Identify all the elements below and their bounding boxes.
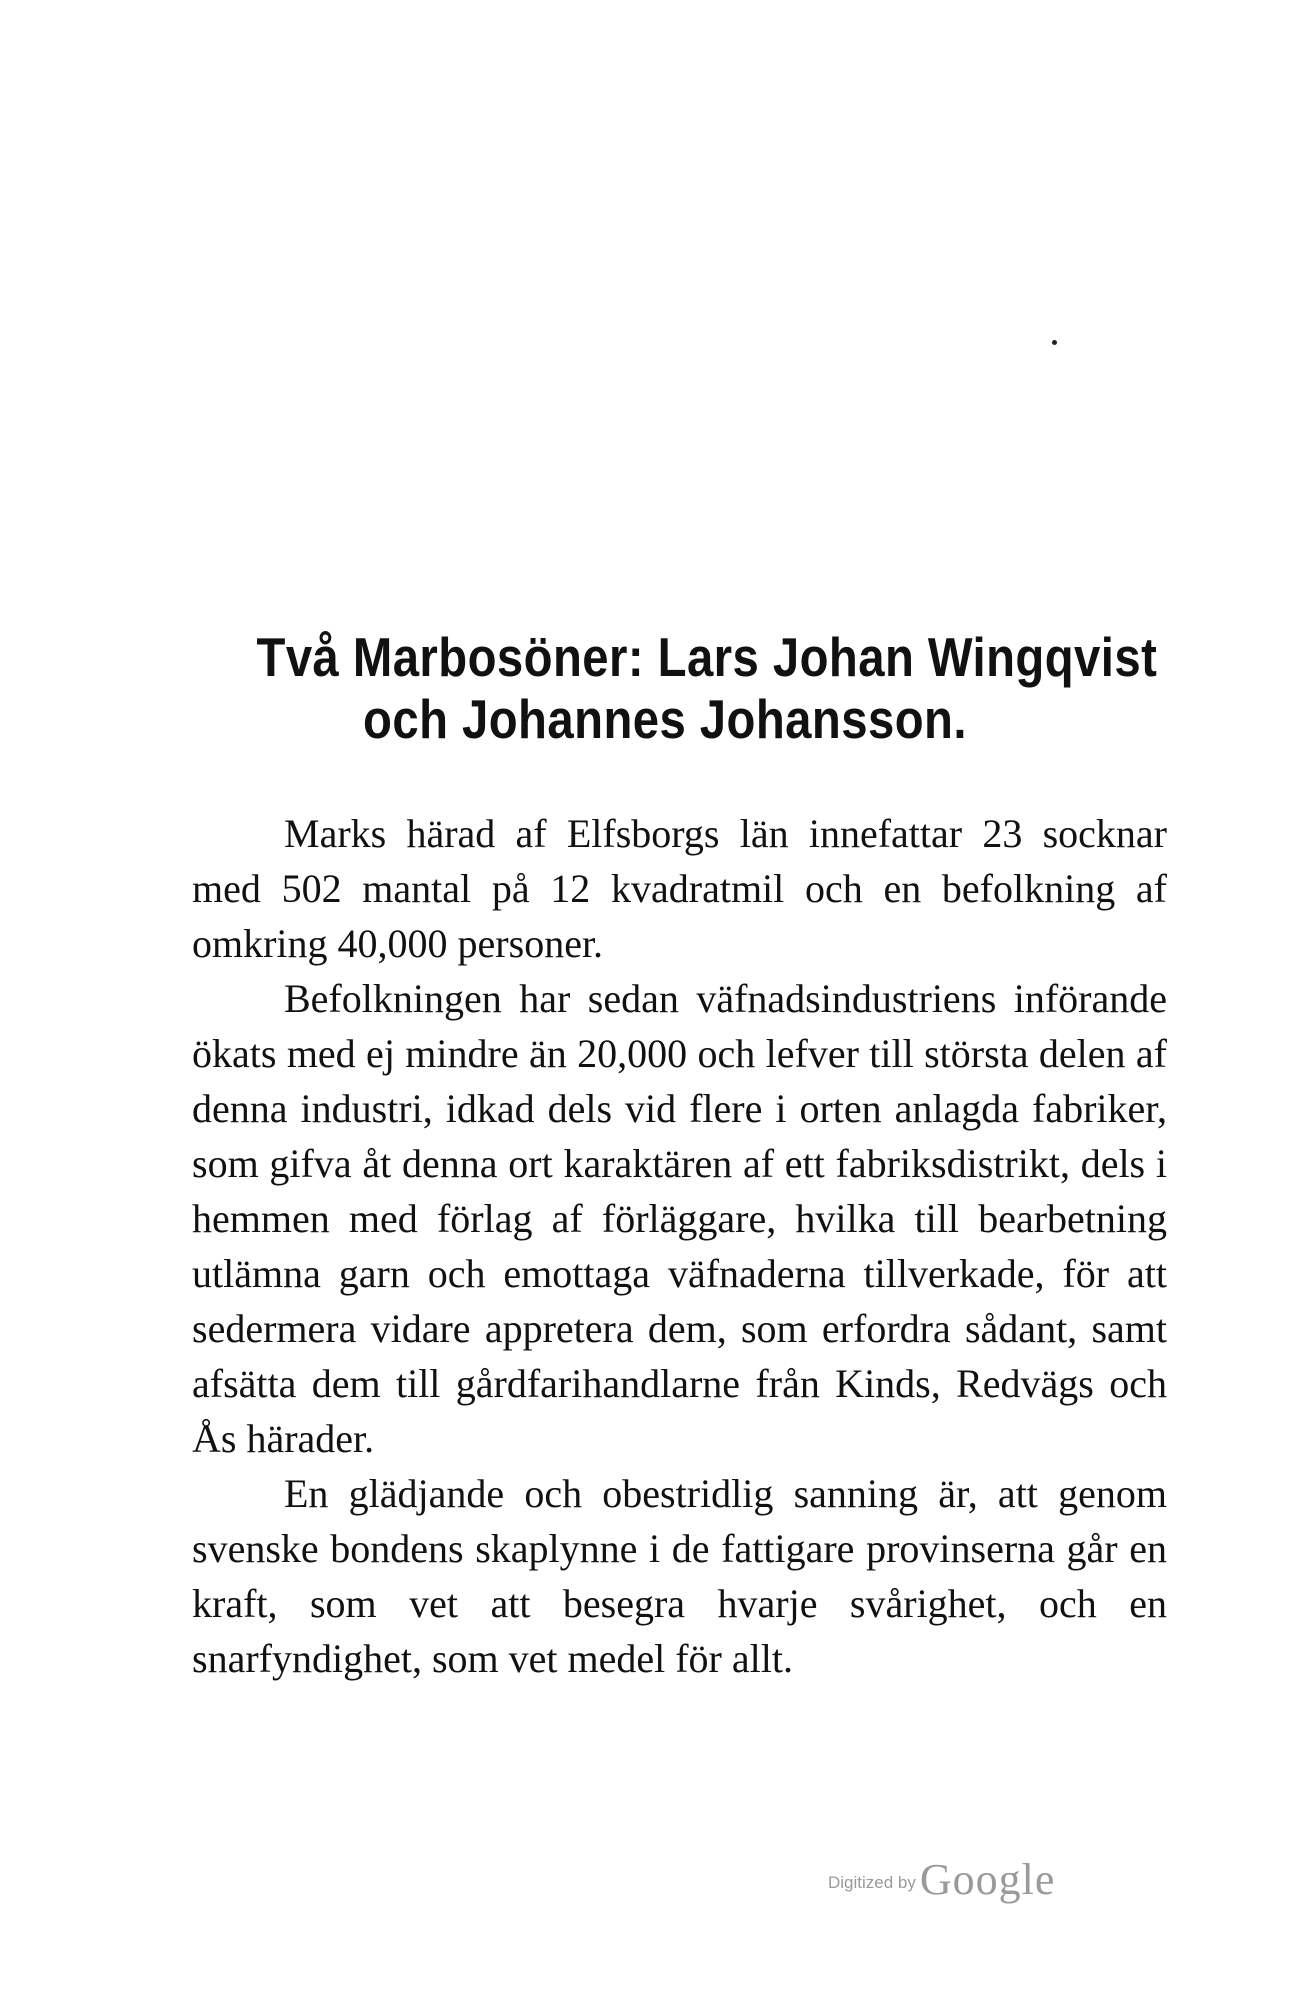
chapter-title: [256, 626, 1158, 750]
paragraph-1: Marks härad af Elfsborgs län innefattar 23 socknar med 502 mantal på 12 kvadratmil och en befolkning af omkring 40,000 personer.: [192, 811, 1167, 966]
digitized-by-google-watermark: [828, 1854, 1055, 1905]
chapter-title-line-1: Två Marbosöner: Lars Johan Wingqvist: [256, 626, 1158, 688]
watermark-prefix: Digitized by: [828, 1873, 916, 1892]
paragraph-2: Befolkningen har sedan väfnadsindustriens införande ökats med ej mindre än 20,000 och lefver till största delen af denna industri, idkad dels vid flere i orten anlagda fabriker, som gifva åt denna ort karaktären af ett fabriksdistrikt, dels i hemmen med förlag af förläggare, hvilka till bearbetning utlämna garn och emottaga väfnaderna tillverkade, för att sedermera vidare appretera dem, som erfordra sådant, samt afsätta dem till gårdfarihandlarne från Kinds, Redvägs och Ås härader.: [192, 976, 1167, 1461]
body-text: [192, 806, 1167, 1686]
chapter-title-line-2: och Johannes Johansson.: [363, 688, 967, 750]
scan-speck: [1052, 340, 1057, 345]
watermark-brand: Google: [919, 1855, 1056, 1904]
paragraph-3: En glädjande och obestridlig sanning är, att genom svenske bondens skaplynne i de fattigare provinserna går en kraft, som vet att besegra hvarje svårighet, och en snarfyndighet, som vet medel för allt.: [192, 1471, 1167, 1681]
